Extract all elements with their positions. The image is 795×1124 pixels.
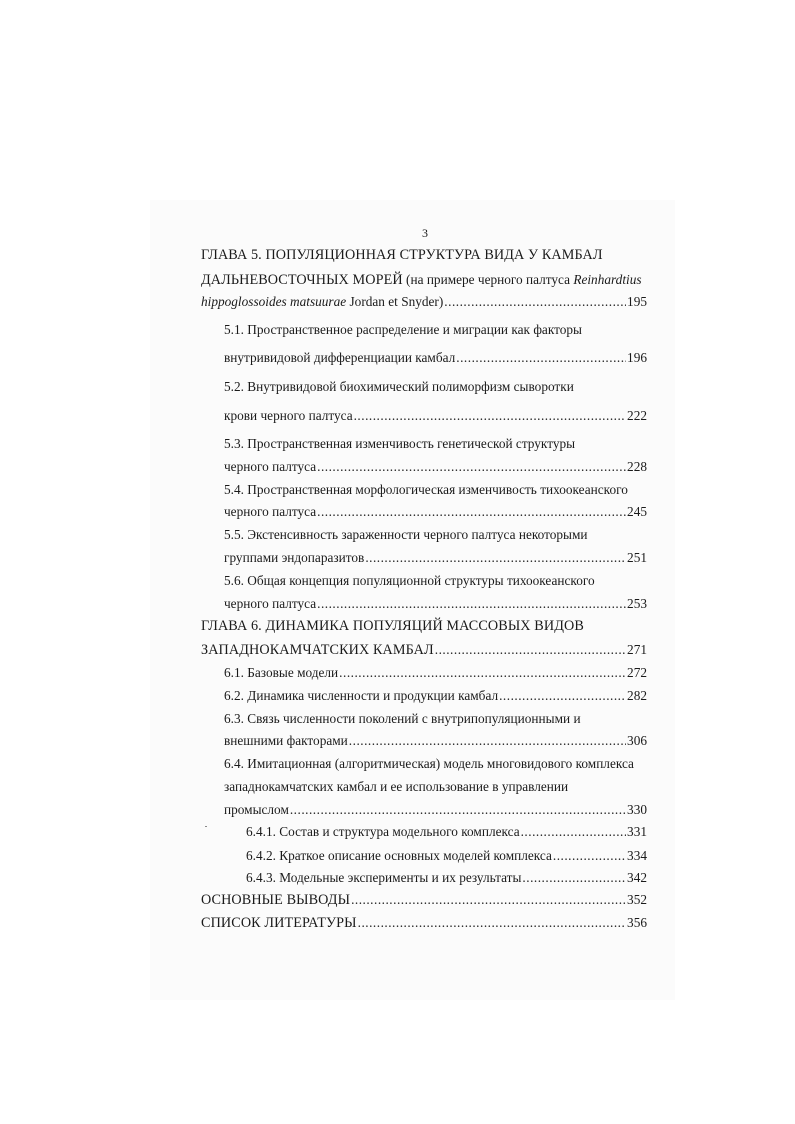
dot-leader bbox=[499, 686, 626, 706]
toc-6-2-line1: 6.2. Динамика численности и продукции камбал bbox=[224, 688, 499, 703]
toc-6-4-1-line1: 6.4.1. Состав и структура модельного комплекса bbox=[246, 824, 520, 839]
toc-chapter6-page: 271 bbox=[627, 642, 647, 657]
dot-leader bbox=[339, 663, 626, 683]
toc-6-4-3-entry bbox=[246, 868, 647, 888]
toc-5-3-line1: 5.3. Пространственная изменчивость генетической структуры bbox=[224, 436, 576, 451]
toc-chapter5-line2-italic: Reinhardtius bbox=[573, 272, 642, 287]
toc-6-4-2-line1: 6.4.2. Краткое описание основных моделей комплекса bbox=[246, 848, 552, 863]
toc-5-1-line1: 5.1. Пространственное распределение и миграции как факторы bbox=[224, 322, 582, 337]
toc-chapter5-page: 195 bbox=[627, 294, 647, 309]
toc-5-5-line1: 5.5. Экстенсивность зараженности черного палтуса некоторыми bbox=[224, 527, 588, 542]
page-number: 3 bbox=[422, 226, 428, 240]
toc-6-4-2-entry bbox=[246, 846, 647, 866]
dot-leader bbox=[456, 348, 626, 368]
toc-6-4-2-page: 334 bbox=[627, 848, 647, 863]
toc-references-line1: СПИСОК ЛИТЕРАТУРЫ bbox=[201, 915, 357, 931]
toc-5-2-entry bbox=[224, 406, 647, 426]
toc-6-3-page: 306 bbox=[627, 733, 647, 748]
toc-chapter5-line2 bbox=[201, 270, 651, 290]
toc-chapter5-line3 bbox=[201, 292, 443, 312]
toc-5-4-line1: 5.4. Пространственная морфологическая изменчивость тихоокеанского bbox=[224, 482, 628, 497]
toc-6-3-entry bbox=[224, 731, 647, 751]
toc-chapter6-entry bbox=[201, 640, 647, 660]
toc-5-3-line2: черного палтуса bbox=[224, 459, 317, 474]
toc-6-4-line1: 6.4. Имитационная (алгоритмическая) модель многовидового комплекса bbox=[224, 756, 634, 771]
dot-leader bbox=[351, 890, 626, 910]
toc-6-1-line1: 6.1. Базовые модели bbox=[224, 665, 339, 680]
toc-6-4-1-page: 331 bbox=[627, 824, 647, 839]
dot-leader bbox=[317, 457, 626, 477]
dot-leader bbox=[522, 868, 626, 888]
toc-chapter6-line2: ЗАПАДНОКАМЧАТСКИХ КАМБАЛ bbox=[201, 642, 434, 658]
dot-leader bbox=[553, 846, 626, 866]
toc-chapter5-entry bbox=[201, 292, 647, 312]
toc-6-4-line2: западнокамчатских камбал и ее использование в управлении bbox=[224, 779, 569, 794]
toc-5-1-entry bbox=[224, 348, 647, 368]
toc-conclusions-line1: ОСНОВНЫЕ ВЫВОДЫ bbox=[201, 892, 351, 908]
dot-leader bbox=[317, 594, 626, 614]
toc-5-6-line2: черного палтуса bbox=[224, 596, 317, 611]
toc-6-4-entry bbox=[224, 800, 647, 820]
toc-chapter5-line1: ГЛАВА 5. ПОПУЛЯЦИОННАЯ СТРУКТУРА ВИДА У КАМБАЛ bbox=[201, 247, 603, 263]
toc-5-5-page: 251 bbox=[627, 550, 647, 565]
toc-6-4-3-page: 342 bbox=[627, 870, 647, 885]
toc-5-4-entry bbox=[224, 502, 647, 522]
toc-5-4-line2: черного палтуса bbox=[224, 504, 317, 519]
toc-5-1-page: 196 bbox=[627, 350, 647, 365]
dot-leader bbox=[290, 800, 626, 820]
toc-5-6-page: 253 bbox=[627, 596, 647, 611]
toc-chapter5-line2-caps: ДАЛЬНЕВОСТОЧНЫХ МОРЕЙ bbox=[201, 272, 403, 288]
toc-chapter5-line3-rest: Jordan et Snyder) bbox=[346, 294, 444, 309]
toc-conclusions-entry bbox=[201, 890, 647, 910]
toc-5-2-page: 222 bbox=[627, 408, 647, 423]
dot-leader bbox=[435, 640, 626, 660]
toc-5-2-line1: 5.2. Внутривидовой биохимический полиморфизм сыворотки bbox=[224, 379, 574, 394]
toc-chapter6-line1: ГЛАВА 6. ДИНАМИКА ПОПУЛЯЦИЙ МАССОВЫХ ВИДОВ bbox=[201, 618, 584, 634]
dot-leader bbox=[444, 292, 626, 312]
toc-chapter5-line3-italic: hippoglossoides matsuurae bbox=[201, 294, 347, 309]
toc-6-1-entry bbox=[224, 663, 647, 683]
toc-5-6-entry bbox=[224, 594, 647, 614]
toc-6-4-page: 330 bbox=[627, 802, 647, 817]
toc-6-2-entry bbox=[224, 686, 647, 706]
toc-6-1-page: 272 bbox=[627, 665, 647, 680]
dot-leader bbox=[317, 502, 626, 522]
toc-5-2-line2: крови черного палтуса bbox=[224, 408, 353, 423]
toc-references-page: 356 bbox=[627, 915, 647, 930]
toc-6-2-page: 282 bbox=[627, 688, 647, 703]
toc-6-3-line2: внешними факторами bbox=[224, 733, 348, 748]
dot-leader bbox=[365, 548, 626, 568]
toc-5-5-line2: группами эндопаразитов bbox=[224, 550, 365, 565]
toc-chapter5-line2-rest: (на примере черного палтуса bbox=[402, 272, 574, 287]
toc-5-5-entry bbox=[224, 548, 647, 568]
dot-leader bbox=[354, 406, 626, 426]
toc-5-3-entry bbox=[224, 457, 647, 477]
toc-6-4-1-entry bbox=[246, 822, 647, 842]
dot-leader bbox=[358, 913, 626, 933]
toc-6-3-line1: 6.3. Связь численности поколений с внутрипопуляционными и bbox=[224, 711, 581, 726]
dot-leader bbox=[521, 822, 626, 842]
dot-leader bbox=[349, 731, 626, 751]
toc-5-3-page: 228 bbox=[627, 459, 647, 474]
toc-6-4-3-line1: 6.4.3. Модельные эксперименты и их результаты bbox=[246, 870, 522, 885]
toc-5-1-line2: внутривидовой дифференциации камбал bbox=[224, 350, 456, 365]
scan-speck bbox=[205, 826, 207, 827]
toc-references-entry bbox=[201, 913, 647, 933]
toc-6-4-line3: промыслом bbox=[224, 802, 289, 817]
toc-conclusions-page: 352 bbox=[627, 892, 647, 907]
toc-5-4-page: 245 bbox=[627, 504, 647, 519]
toc-5-6-line1: 5.6. Общая концепция популяционной структуры тихоокеанского bbox=[224, 573, 595, 588]
